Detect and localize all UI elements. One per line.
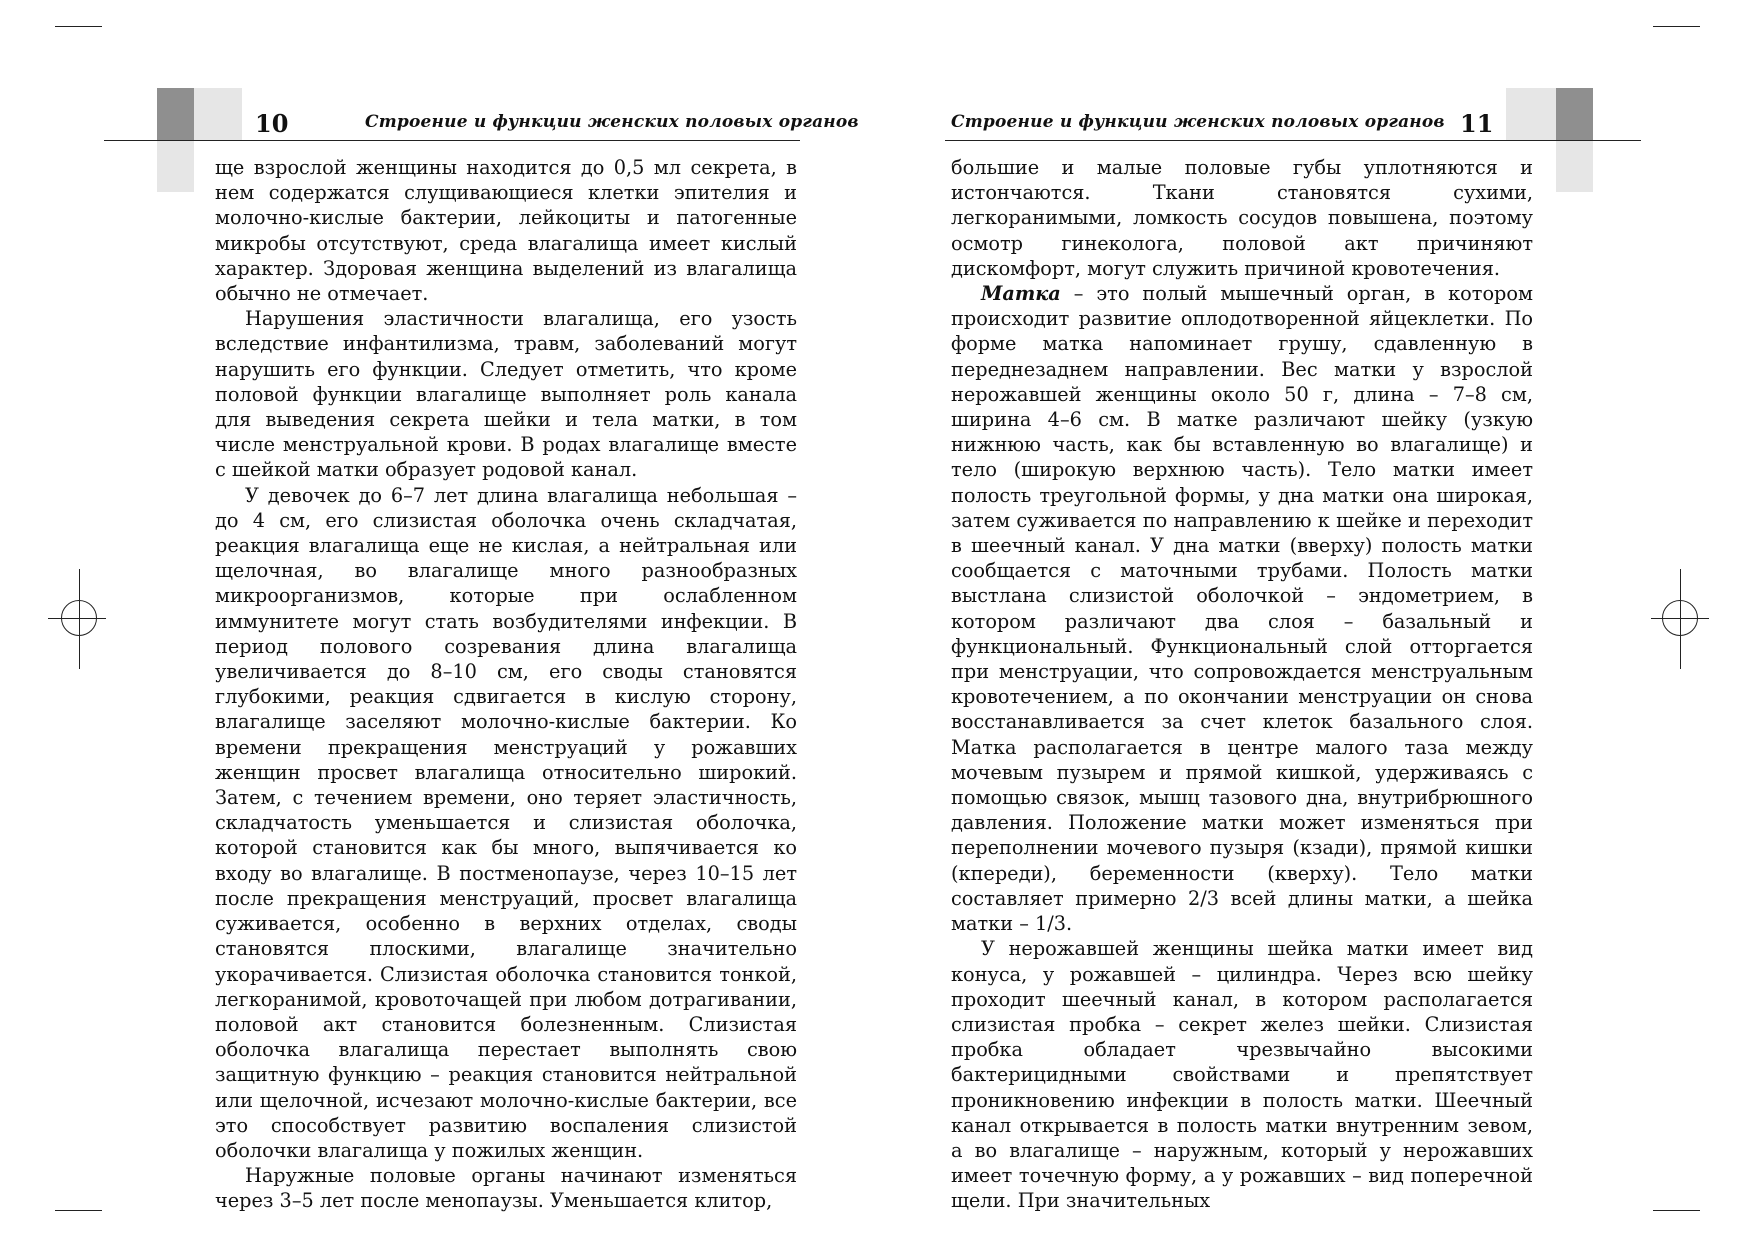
right-running-title: Строение и функции женских половых органов: [951, 112, 1445, 132]
crop-mark-top-right: [1653, 26, 1700, 27]
left-header-rule: [104, 140, 800, 141]
paragraph: Нарушения эластичности влагалища, его узость вследствие инфантилизма, травм, заболеваний могут нарушить его функции. Следует отметить, что кроме половой функции влагалище выполняет роль канала для выведения секрета шейки и тела матки, в том числе менструальной крови. В родах влагалище вместе с шейкой матки образует родовой канал.: [215, 307, 797, 482]
paragraph: У девочек до 6–7 лет длина влагалища небольшая – до 4 см, его слизистая оболочка очень складчатая, реакция влагалища еще не кислая, а нейтральная или щелочная, во влагалище много разнообразных микроорганизмов, которые при ослабленном иммунитете могут стать возбудителями инфекции. В период полового созревания длина влагалища увеличивается до 8–10 см, его своды становятся глубокими, реакция сдвигается в кислую сторону, влагалище заселяют молочно-кислые бактерии. Ко времени прекращения менструаций у рожавших женщин просвет влагалища относительно широкий. Затем, с течением времени, оно теряет эластичность, складчатость уменьшается и слизистая оболочка, которой становится как бы много, выпячивается ко входу во влагалище. В постменопаузе, через 10–15 лет после прекращения менструаций, просвет влагалища суживается, особенно в верхних отделах, своды становятся плоскими, влагалище значительно укорачивается. Слизистая оболочка становится тонкой, легкоранимой, кровоточащей при любом дотрагивании, половой акт становится болезненным. Слизистая оболочка влагалища перестает выполнять свою защитную функцию – реакция становится нейтральной или щелочной, исчезают молочно-кислые бактерии, все это способствует развитию воспаления слизистой оболочки влагалища у пожилых женщин.: [215, 483, 797, 1162]
paragraph-text: – это полый мышечный орган, в котором происходит развитие оплодотворенной яйцеклетки. По форме матка напоминает грушу, сдавленную в переднезаднем направлении. Вес матки у взрослой нерожавшей женщины около 50 г, длина – 7–8 см, ширина 4–6 см. В матке различают шейку (узкую нижнюю часть, как бы вставленную во влагалище) и тело (широкую верхнюю часть). Тело матки имеет полость треугольной формы, у дна матки она широкая, затем суживается по направлению к шейке и переходит в шеечный канал. У дна матки (вверху) полость матки сообщается с маточными трубами. Полость матки выстлана слизистой оболочкой – эндометрием, в котором различают два слоя – базальный и функциональный. Функциональный слой отторгается при менструации, что сопровождается менструальным кровотечением, а по окончании менструации он снова восстанавливается за счет клеток базального слоя. Матка располагается в центре малого таза между мочевым пузырем и прямой кишкой, удерживаясь с помощью связок, мышц тазового дна, внутрибрюшного давления. Положение матки может изменяться при переполнении мочевого пузыря (кзади), прямой кишки (кпереди), беременности (кверху). Тело матки составляет примерно 2/3 всей длины матки, а шейка матки – 1/3.: [951, 282, 1533, 936]
left-running-title: Строение и функции женских половых органов: [365, 112, 859, 132]
right-header-rule: [945, 140, 1641, 141]
right-header-tab-light-2: [1556, 140, 1593, 192]
paragraph: У нерожавшей женщины шейка матки имеет вид конуса, у рожавшей – цилиндра. Через всю шейку проходит шеечный канал, в котором располагается слизистая пробка – секрет желез шейки. Слизистая пробка обладает чрезвычайно высокими бактерицидными свойствами и препятствует проникновению инфекции в полость матки. Шеечный канал открывается в полость матки внутренним зевом, а во влагалище – наружным, который у нерожавших имеет точечную форму, а у рожавших – вид поперечной щели. При значительных: [951, 937, 1533, 1213]
term-matka: Матка: [981, 282, 1061, 306]
paragraph: большие и малые половые губы уплотняются и истончаются. Ткани становятся сухими, легкоранимыми, ломкость сосудов повышена, поэтому осмотр гинеколога, половой акт причиняют дискомфорт, могут служить причиной кровотечения.: [951, 156, 1533, 280]
crop-mark-top-left: [55, 26, 102, 27]
right-header-tab-dark: [1556, 88, 1593, 140]
crop-mark-bottom-left: [55, 1210, 102, 1211]
paragraph: Наружные половые органы начинают изменяться через 3–5 лет после менопаузы. Уменьшается клитор,: [215, 1164, 797, 1213]
left-page-number: 10: [255, 109, 289, 138]
right-header-tab-light: [1506, 88, 1556, 140]
crop-mark-bottom-right: [1653, 1210, 1700, 1211]
right-page-body: [951, 155, 1533, 1214]
right-page-number: 11: [1460, 109, 1494, 138]
paragraph: ще взрослой женщины находится до 0,5 мл секрета, в нем содержатся слущивающиеся клетки эпителия и молочно-кислые бактерии, лейкоциты и патогенные микробы отсутствуют, среда влагалища имеет кислый характер. Здоровая женщина выделений из влагалища обычно не отмечает.: [215, 156, 797, 306]
left-header-tab-dark: [157, 88, 194, 140]
left-page-body: [215, 155, 797, 1214]
paragraph-matka: [951, 281, 1533, 936]
left-header-tab-light-2: [194, 88, 242, 140]
left-header-tab-light: [157, 140, 194, 192]
